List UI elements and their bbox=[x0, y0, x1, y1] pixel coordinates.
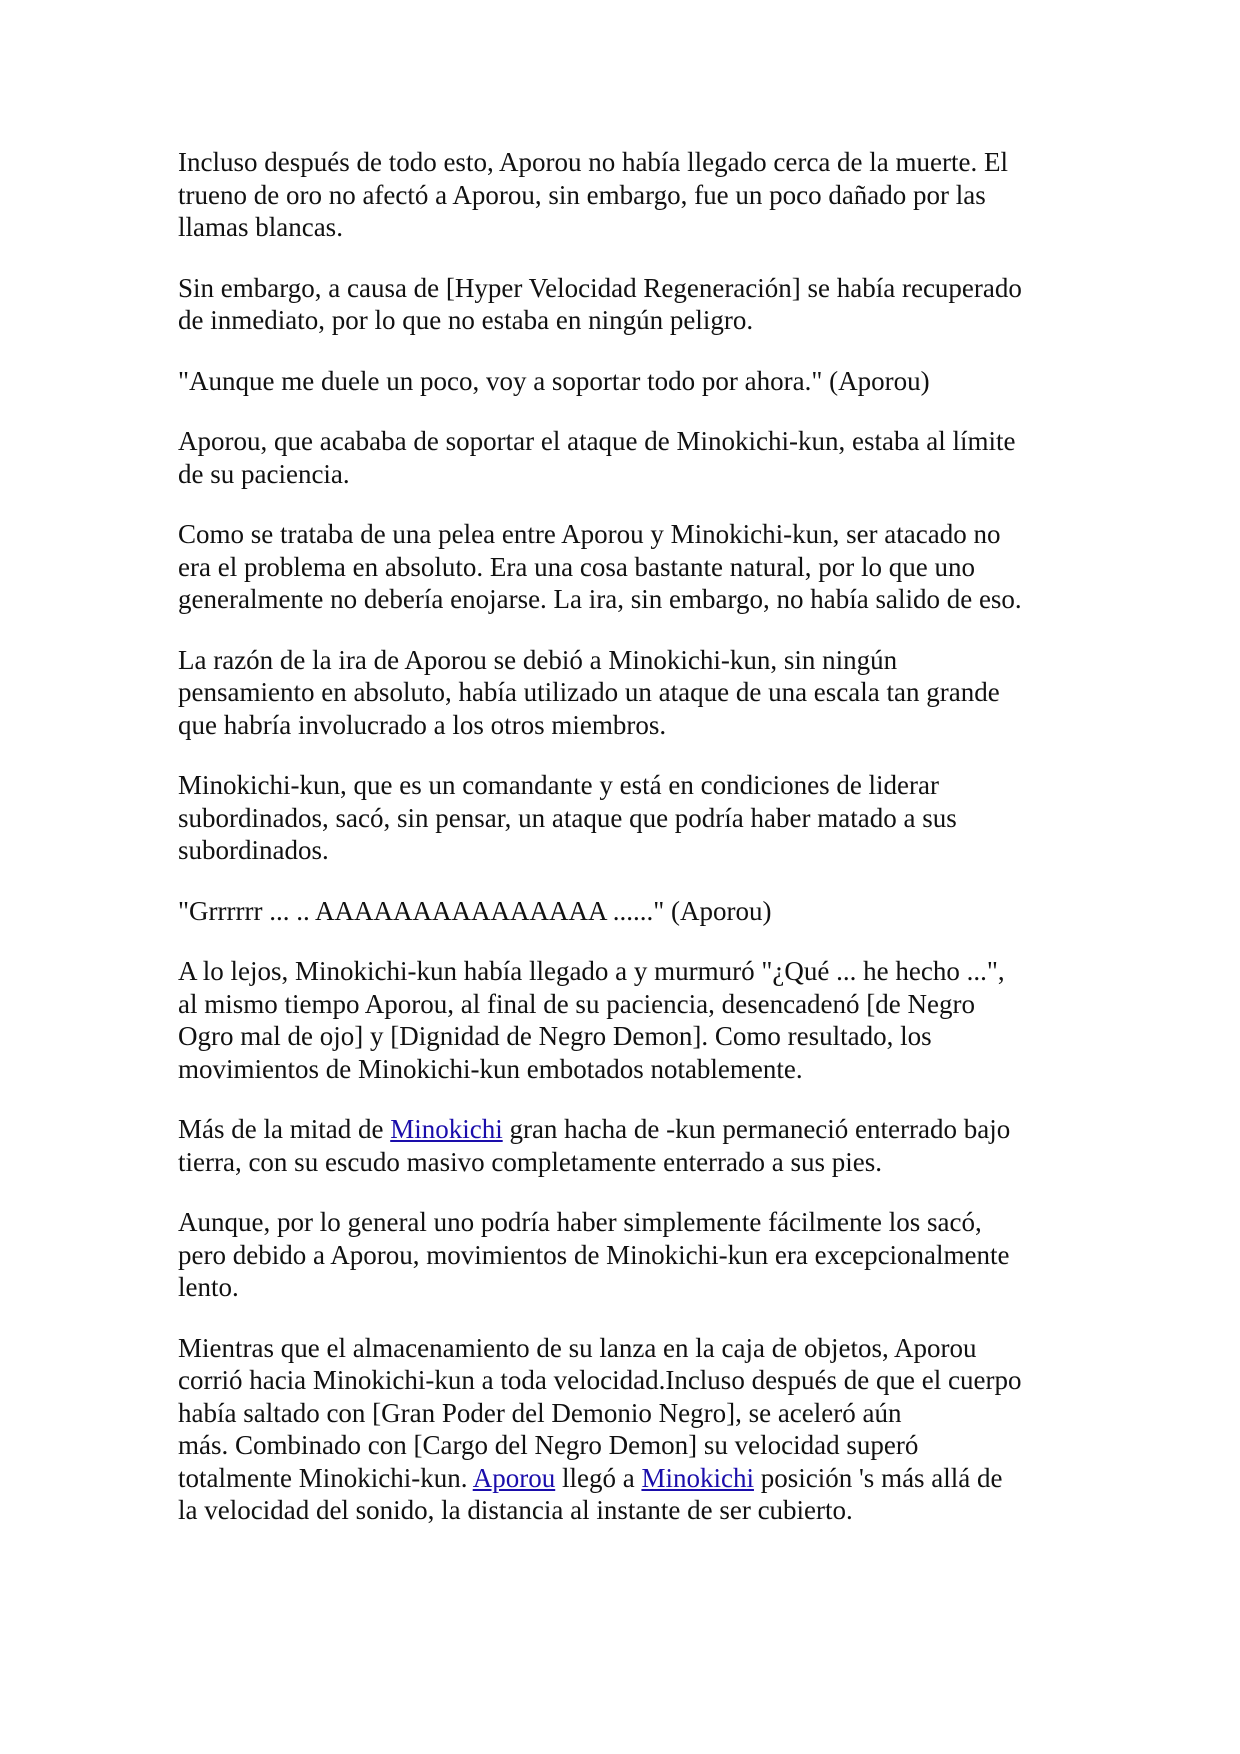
paragraph bbox=[178, 1332, 1078, 1527]
text-line: Ogro mal de ojo] y [Dignidad de Negro Demon]. Como resultado, los bbox=[178, 1021, 932, 1051]
paragraph bbox=[178, 1113, 1078, 1178]
document-page bbox=[178, 146, 1078, 1555]
text-line: llamas blancas. bbox=[178, 212, 343, 242]
text-line: tierra, con su escudo masivo completamente enterrado a sus pies. bbox=[178, 1146, 883, 1177]
link-minokichi[interactable]: Minokichi bbox=[641, 1462, 754, 1493]
text-segment: llegó a bbox=[555, 1462, 642, 1493]
text-line: Sin embargo, a causa de [Hyper Velocidad Regeneración] se había recuperado bbox=[178, 272, 1022, 303]
paragraph bbox=[178, 769, 1078, 867]
text-line: que habría involucrado a los otros miembros. bbox=[178, 709, 667, 740]
text-line: subordinados, sacó, sin pensar, un ataque que podría haber matado a sus bbox=[178, 802, 957, 833]
paragraph bbox=[178, 644, 1078, 742]
text-line: generalmente no debería enojarse. La ira, sin embargo, no había salido de eso. bbox=[178, 584, 1022, 614]
link-aporou[interactable]: Aporou bbox=[472, 1462, 556, 1493]
text-segment: Más de la mitad de bbox=[178, 1114, 391, 1144]
text-line: "Grrrrrr ... .. AAAAAAAAAAAAAAA ......" (Aporou) bbox=[178, 895, 772, 926]
text-segment: totalmente Minokichi-kun. bbox=[178, 1462, 473, 1493]
text-line: "Aunque me duele un poco, voy a soportar todo por ahora." (Aporou) bbox=[178, 365, 930, 396]
text-line: movimientos de Minokichi-kun embotados notablemente. bbox=[178, 1053, 803, 1084]
text-line: Aunque, por lo general uno podría haber simplemente fácilmente los sacó, bbox=[178, 1207, 982, 1237]
text-line: Mientras que el almacenamiento de su lanza en la caja de objetos, Aporou bbox=[178, 1332, 977, 1363]
paragraph bbox=[178, 1206, 1078, 1304]
text-line: Como se trataba de una pelea entre Aporou y Minokichi-kun, ser atacado no bbox=[178, 519, 1001, 549]
text-line: había saltado con [Gran Poder del Demonio Negro], se aceleró aún bbox=[178, 1397, 902, 1428]
text-line: A lo lejos, Minokichi-kun había llegado a y murmuró "¿Qué ... he hecho ...", bbox=[178, 956, 1005, 986]
paragraph bbox=[178, 365, 1078, 398]
paragraph bbox=[178, 272, 1078, 337]
text-line: era el problema en absoluto. Era una cosa bastante natural, por lo que uno bbox=[178, 551, 975, 582]
paragraph bbox=[178, 955, 1078, 1085]
link-minokichi[interactable]: Minokichi bbox=[390, 1114, 503, 1144]
text-line: Incluso después de todo esto, Aporou no había llegado cerca de la muerte. El bbox=[178, 147, 1008, 177]
text-line: la velocidad del sonido, la distancia al instante de ser cubierto. bbox=[178, 1495, 853, 1525]
text-line bbox=[178, 1113, 1078, 1146]
text-line: subordinados. bbox=[178, 835, 329, 865]
text-line: trueno de oro no afectó a Aporou, sin embargo, fue un poco dañado por las bbox=[178, 179, 986, 210]
text-line: La razón de la ira de Aporou se debió a Minokichi-kun, sin ningún bbox=[178, 644, 898, 675]
text-line: pensamiento en absoluto, había utilizado un ataque de una escala tan grande bbox=[178, 677, 1000, 707]
text-line: de inmediato, por lo que no estaba en ningún peligro. bbox=[178, 305, 754, 335]
paragraph bbox=[178, 146, 1078, 244]
paragraph bbox=[178, 895, 1078, 928]
text-line: lento. bbox=[178, 1272, 239, 1302]
paragraph bbox=[178, 425, 1078, 490]
text-line: de su paciencia. bbox=[178, 458, 350, 489]
text-line bbox=[178, 1462, 1078, 1495]
paragraph bbox=[178, 518, 1078, 616]
text-line: al mismo tiempo Aporou, al final de su paciencia, desencadenó [de Negro bbox=[178, 988, 975, 1019]
text-line: Aporou, que acababa de soportar el ataque de Minokichi-kun, estaba al límite bbox=[178, 426, 1016, 456]
text-line: corrió hacia Minokichi-kun a toda velocidad.Incluso después de que el cuerpo bbox=[178, 1365, 1022, 1395]
text-line: más. Combinado con [Cargo del Negro Demon] su velocidad superó bbox=[178, 1430, 919, 1460]
text-segment: posición 's más allá de bbox=[753, 1462, 1003, 1493]
text-line: pero debido a Aporou, movimientos de Minokichi-kun era excepcionalmente bbox=[178, 1239, 1010, 1270]
text-segment: gran hacha de -kun permaneció enterrado bajo bbox=[502, 1114, 1011, 1144]
text-line: Minokichi-kun, que es un comandante y está en condiciones de liderar bbox=[178, 770, 940, 800]
